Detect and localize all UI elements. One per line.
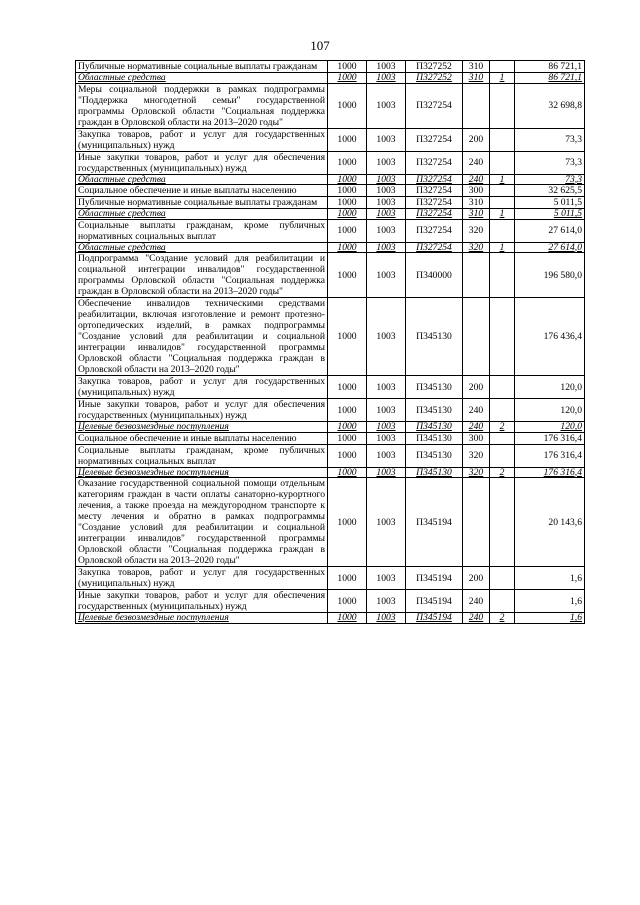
chapter-cell: 1000 <box>328 478 367 567</box>
target-article-cell: П345130 <box>406 432 463 444</box>
table-row <box>76 197 585 209</box>
amount-cell: 73,3 <box>515 151 585 174</box>
chapter-cell: 1000 <box>328 567 367 590</box>
target-article-cell: П327254 <box>406 197 463 209</box>
subsection-cell: 1003 <box>367 590 406 613</box>
amount-cell: 73,3 <box>515 174 585 185</box>
amount-cell: 20 143,6 <box>515 478 585 567</box>
expense-type-cell: 200 <box>463 567 490 590</box>
subsection-cell: 1003 <box>367 467 406 478</box>
funding-source-row <box>76 613 585 624</box>
chapter-cell: 1000 <box>328 422 367 433</box>
amount-cell: 1,6 <box>515 613 585 624</box>
amount-cell: 120,0 <box>515 422 585 433</box>
name-cell: Публичные нормативные социальные выплаты гражданам <box>76 61 328 73</box>
subsection-cell: 1003 <box>367 219 406 242</box>
amount-cell: 120,0 <box>515 399 585 422</box>
expense-type-cell: 310 <box>463 73 490 84</box>
expense-type-cell: 320 <box>463 242 490 253</box>
amount-cell: 196 580,0 <box>515 253 585 298</box>
table-row <box>76 567 585 590</box>
expense-type-cell <box>463 478 490 567</box>
table-row <box>76 83 585 128</box>
amount-cell: 27 614,0 <box>515 242 585 253</box>
subsection-cell: 1003 <box>367 422 406 433</box>
funding-source-cell <box>490 432 515 444</box>
amount-cell: 73,3 <box>515 128 585 151</box>
subsection-cell: 1003 <box>367 298 406 376</box>
target-article-cell: П345130 <box>406 444 463 467</box>
chapter-cell: 1000 <box>328 242 367 253</box>
expense-type-cell: 320 <box>463 219 490 242</box>
chapter-cell: 1000 <box>328 467 367 478</box>
target-article-cell: П327254 <box>406 83 463 128</box>
table-body <box>76 61 585 624</box>
chapter-cell: 1000 <box>328 83 367 128</box>
table-row <box>76 432 585 444</box>
target-article-cell: П345194 <box>406 590 463 613</box>
chapter-cell: 1000 <box>328 174 367 185</box>
funding-source-cell <box>490 444 515 467</box>
target-article-cell: П345194 <box>406 613 463 624</box>
target-article-cell: П327254 <box>406 128 463 151</box>
subsection-cell: 1003 <box>367 151 406 174</box>
chapter-cell: 1000 <box>328 185 367 197</box>
chapter-cell: 1000 <box>328 197 367 209</box>
expense-type-cell: 300 <box>463 185 490 197</box>
expense-type-cell: 200 <box>463 376 490 399</box>
name-cell: Областные средства <box>76 174 328 185</box>
table-row <box>76 376 585 399</box>
amount-cell: 176 316,4 <box>515 432 585 444</box>
target-article-cell: П340000 <box>406 253 463 298</box>
funding-source-cell: 1 <box>490 73 515 84</box>
amount-cell: 86 721,1 <box>515 73 585 84</box>
budget-table <box>75 60 585 624</box>
subsection-cell: 1003 <box>367 83 406 128</box>
funding-source-cell <box>490 399 515 422</box>
chapter-cell: 1000 <box>328 613 367 624</box>
amount-cell: 5 011,5 <box>515 209 585 220</box>
funding-source-cell <box>490 61 515 73</box>
expense-type-cell <box>463 253 490 298</box>
name-cell: Целевые безвозмездные поступления <box>76 422 328 433</box>
target-article-cell: П345130 <box>406 467 463 478</box>
subsection-cell: 1003 <box>367 478 406 567</box>
target-article-cell: П345130 <box>406 422 463 433</box>
expense-type-cell: 310 <box>463 209 490 220</box>
funding-source-row <box>76 174 585 185</box>
chapter-cell: 1000 <box>328 151 367 174</box>
funding-source-cell <box>490 567 515 590</box>
name-cell: Подпрограмма "Создание условий для реабилитации и социальной интеграции инвалидов" государственной программы Орловской области "Социальная поддержка граждан в Орловской области на 2013–2020 годы" <box>76 253 328 298</box>
amount-cell: 32 625,5 <box>515 185 585 197</box>
target-article-cell: П327254 <box>406 242 463 253</box>
funding-source-row <box>76 242 585 253</box>
name-cell: Иные закупки товаров, работ и услуг для обеспечения государственных (муниципальных) нужд <box>76 151 328 174</box>
funding-source-cell <box>490 253 515 298</box>
expense-type-cell: 240 <box>463 174 490 185</box>
target-article-cell: П345194 <box>406 478 463 567</box>
funding-source-row <box>76 467 585 478</box>
chapter-cell: 1000 <box>328 444 367 467</box>
target-article-cell: П327254 <box>406 209 463 220</box>
funding-source-cell: 2 <box>490 613 515 624</box>
table-row <box>76 185 585 197</box>
target-article-cell: П327252 <box>406 73 463 84</box>
amount-cell: 86 721,1 <box>515 61 585 73</box>
funding-source-cell <box>490 376 515 399</box>
funding-source-cell <box>490 478 515 567</box>
amount-cell: 120,0 <box>515 376 585 399</box>
expense-type-cell: 320 <box>463 467 490 478</box>
name-cell: Областные средства <box>76 73 328 84</box>
subsection-cell: 1003 <box>367 73 406 84</box>
name-cell: Меры социальной поддержки в рамках подпрограммы "Поддержка многодетной семьи" государственной программы Орловской области "Социальная поддержка граждан в Орловской области на 2013–2020 годы" <box>76 83 328 128</box>
chapter-cell: 1000 <box>328 219 367 242</box>
name-cell: Иные закупки товаров, работ и услуг для обеспечения государственных (муниципальных) нужд <box>76 590 328 613</box>
chapter-cell: 1000 <box>328 376 367 399</box>
amount-cell: 1,6 <box>515 590 585 613</box>
table-row <box>76 478 585 567</box>
funding-source-cell <box>490 590 515 613</box>
name-cell: Закупка товаров, работ и услуг для государственных (муниципальных) нужд <box>76 128 328 151</box>
name-cell: Областные средства <box>76 209 328 220</box>
funding-source-cell <box>490 83 515 128</box>
chapter-cell: 1000 <box>328 61 367 73</box>
funding-source-cell: 1 <box>490 174 515 185</box>
funding-source-cell: 2 <box>490 422 515 433</box>
name-cell: Обеспечение инвалидов техническими средствами реабилитации, включая изготовление и ремонт протезно-ортопедических изделий, в рамках подпрограммы "Создание условий для реабилитации и социальной интеграции инвалидов" государственной программы Орловской области "Социальная поддержка граждан в Орловской области на 2013–2020 годы" <box>76 298 328 376</box>
table-row <box>76 298 585 376</box>
amount-cell: 176 436,4 <box>515 298 585 376</box>
expense-type-cell <box>463 298 490 376</box>
subsection-cell: 1003 <box>367 197 406 209</box>
name-cell: Социальные выплаты гражданам, кроме публичных нормативных социальных выплат <box>76 444 328 467</box>
subsection-cell: 1003 <box>367 444 406 467</box>
name-cell: Оказание государственной социальной помощи отдельным категориям граждан в части оплаты санаторно-курортного лечения, а также проезда на междугородном транспорте к месту лечения и обратно в рамках подпрограммы "Создание условий для реабилитации и социальной интеграции инвалидов" государственной программы Орловской области "Социальная поддержка граждан в Орловской области на 2013–2020 годы" <box>76 478 328 567</box>
funding-source-cell: 1 <box>490 209 515 220</box>
expense-type-cell: 240 <box>463 613 490 624</box>
expense-type-cell: 300 <box>463 432 490 444</box>
expense-type-cell: 240 <box>463 151 490 174</box>
expense-type-cell: 240 <box>463 590 490 613</box>
subsection-cell: 1003 <box>367 185 406 197</box>
subsection-cell: 1003 <box>367 432 406 444</box>
target-article-cell: П327252 <box>406 61 463 73</box>
target-article-cell: П345130 <box>406 298 463 376</box>
chapter-cell: 1000 <box>328 590 367 613</box>
funding-source-cell: 2 <box>490 467 515 478</box>
table-row <box>76 399 585 422</box>
subsection-cell: 1003 <box>367 567 406 590</box>
amount-cell: 5 011,5 <box>515 197 585 209</box>
table-row <box>76 219 585 242</box>
chapter-cell: 1000 <box>328 399 367 422</box>
funding-source-cell <box>490 197 515 209</box>
target-article-cell: П345130 <box>406 399 463 422</box>
amount-cell: 176 316,4 <box>515 444 585 467</box>
chapter-cell: 1000 <box>328 298 367 376</box>
table-row <box>76 151 585 174</box>
target-article-cell: П327254 <box>406 219 463 242</box>
subsection-cell: 1003 <box>367 613 406 624</box>
expense-type-cell: 320 <box>463 444 490 467</box>
funding-source-cell <box>490 298 515 376</box>
table-row <box>76 128 585 151</box>
chapter-cell: 1000 <box>328 432 367 444</box>
name-cell: Областные средства <box>76 242 328 253</box>
funding-source-cell <box>490 185 515 197</box>
target-article-cell: П327254 <box>406 185 463 197</box>
target-article-cell: П327254 <box>406 174 463 185</box>
target-article-cell: П345194 <box>406 567 463 590</box>
table-row <box>76 444 585 467</box>
funding-source-row <box>76 73 585 84</box>
expense-type-cell: 200 <box>463 128 490 151</box>
name-cell: Закупка товаров, работ и услуг для государственных (муниципальных) нужд <box>76 567 328 590</box>
expense-type-cell <box>463 83 490 128</box>
amount-cell: 176 316,4 <box>515 467 585 478</box>
funding-source-cell <box>490 151 515 174</box>
chapter-cell: 1000 <box>328 209 367 220</box>
funding-source-cell <box>490 128 515 151</box>
subsection-cell: 1003 <box>367 61 406 73</box>
expense-type-cell: 240 <box>463 422 490 433</box>
name-cell: Закупка товаров, работ и услуг для государственных (муниципальных) нужд <box>76 376 328 399</box>
subsection-cell: 1003 <box>367 376 406 399</box>
amount-cell: 27 614,0 <box>515 219 585 242</box>
subsection-cell: 1003 <box>367 399 406 422</box>
table-row <box>76 590 585 613</box>
table-row <box>76 61 585 73</box>
name-cell: Социальные выплаты гражданам, кроме публичных нормативных социальных выплат <box>76 219 328 242</box>
funding-source-cell <box>490 219 515 242</box>
name-cell: Целевые безвозмездные поступления <box>76 613 328 624</box>
expense-type-cell: 310 <box>463 197 490 209</box>
funding-source-row <box>76 422 585 433</box>
table-row <box>76 253 585 298</box>
expense-type-cell: 310 <box>463 61 490 73</box>
name-cell: Целевые безвозмездные поступления <box>76 467 328 478</box>
subsection-cell: 1003 <box>367 174 406 185</box>
amount-cell: 1,6 <box>515 567 585 590</box>
subsection-cell: 1003 <box>367 253 406 298</box>
name-cell: Публичные нормативные социальные выплаты гражданам <box>76 197 328 209</box>
name-cell: Иные закупки товаров, работ и услуг для обеспечения государственных (муниципальных) нужд <box>76 399 328 422</box>
subsection-cell: 1003 <box>367 128 406 151</box>
funding-source-row <box>76 209 585 220</box>
target-article-cell: П327254 <box>406 151 463 174</box>
page-number: 107 <box>310 38 330 53</box>
chapter-cell: 1000 <box>328 73 367 84</box>
subsection-cell: 1003 <box>367 242 406 253</box>
expense-type-cell: 240 <box>463 399 490 422</box>
name-cell: Социальное обеспечение и иные выплаты населению <box>76 432 328 444</box>
subsection-cell: 1003 <box>367 209 406 220</box>
chapter-cell: 1000 <box>328 128 367 151</box>
chapter-cell: 1000 <box>328 253 367 298</box>
amount-cell: 32 698,8 <box>515 83 585 128</box>
target-article-cell: П345130 <box>406 376 463 399</box>
name-cell: Социальное обеспечение и иные выплаты населению <box>76 185 328 197</box>
funding-source-cell: 1 <box>490 242 515 253</box>
